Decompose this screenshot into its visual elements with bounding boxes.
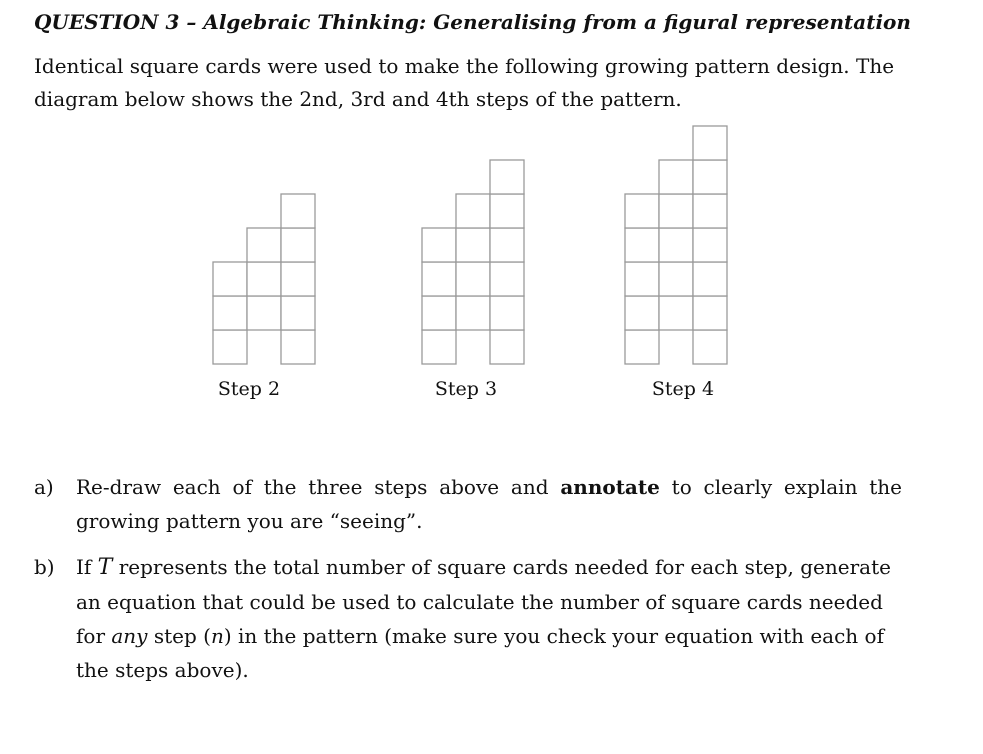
part-b-text-2: represents the total number of square cards needed for each step, generate an equation that could be used to calculate the number of square cards needed for (76, 555, 891, 648)
step-label-4: Step 4 (651, 378, 715, 400)
square-card (490, 160, 524, 194)
step-3-cards (422, 160, 524, 364)
square-card (247, 296, 281, 330)
variable-T: T (97, 555, 113, 580)
square-card (693, 296, 727, 330)
square-card (281, 228, 315, 262)
square-card (281, 262, 315, 296)
square-card (625, 194, 659, 228)
square-card (247, 262, 281, 296)
part-b-italic-any: any (111, 624, 148, 648)
part-b-text-1: If (76, 555, 92, 579)
square-card (659, 228, 693, 262)
square-card (490, 194, 524, 228)
part-a-text (76, 470, 902, 538)
square-card (456, 262, 490, 296)
step-label-2: Step 2 (217, 378, 281, 400)
square-card (693, 262, 727, 296)
square-card (281, 330, 315, 364)
part-b-letter: b) (34, 555, 55, 579)
square-card (422, 330, 456, 364)
square-card (693, 228, 727, 262)
pattern-figure (0, 110, 983, 410)
question-title: QUESTION 3 – Algebraic Thinking: Generalising from a figural representation (34, 10, 911, 34)
part-a-bold-word: annotate (560, 475, 660, 499)
step-2-cards (213, 194, 315, 364)
intro-line-1: Identical square cards were used to make the following growing pattern design. The (34, 54, 895, 78)
square-card (659, 194, 693, 228)
square-card (659, 262, 693, 296)
square-card (213, 262, 247, 296)
intro-line-2: diagram below shows the 2nd, 3rd and 4th steps of the pattern. (34, 87, 682, 111)
square-card (693, 160, 727, 194)
square-card (247, 228, 281, 262)
square-card (490, 296, 524, 330)
square-card (422, 296, 456, 330)
part-a-text-after: to clearly explain the growing pattern you are “seeing”. (76, 475, 902, 533)
square-card (490, 330, 524, 364)
square-card (625, 228, 659, 262)
intro-paragraph (34, 50, 934, 116)
part-a-text-before: Re-draw each of the three steps above and (76, 475, 549, 499)
square-card (456, 228, 490, 262)
square-card (625, 262, 659, 296)
square-card (659, 296, 693, 330)
part-b-text-3: step ( (153, 624, 211, 648)
variable-n: n (210, 624, 224, 648)
square-card (213, 330, 247, 364)
square-card (693, 126, 727, 160)
step-label-3: Step 3 (434, 378, 498, 400)
square-card (625, 330, 659, 364)
part-b-text-4: ) in the pattern (make sure you check your equation with each of the steps above). (76, 624, 884, 682)
square-card (693, 194, 727, 228)
square-card (659, 160, 693, 194)
square-card (490, 228, 524, 262)
square-card (625, 296, 659, 330)
part-a-letter: a) (34, 475, 54, 499)
square-card (281, 194, 315, 228)
square-card (422, 262, 456, 296)
square-card (281, 296, 315, 330)
square-card (456, 194, 490, 228)
step-4-cards (625, 126, 727, 364)
part-b-text (76, 550, 902, 687)
square-card (490, 262, 524, 296)
square-card (693, 330, 727, 364)
square-card (213, 296, 247, 330)
square-card (422, 228, 456, 262)
square-card (456, 296, 490, 330)
